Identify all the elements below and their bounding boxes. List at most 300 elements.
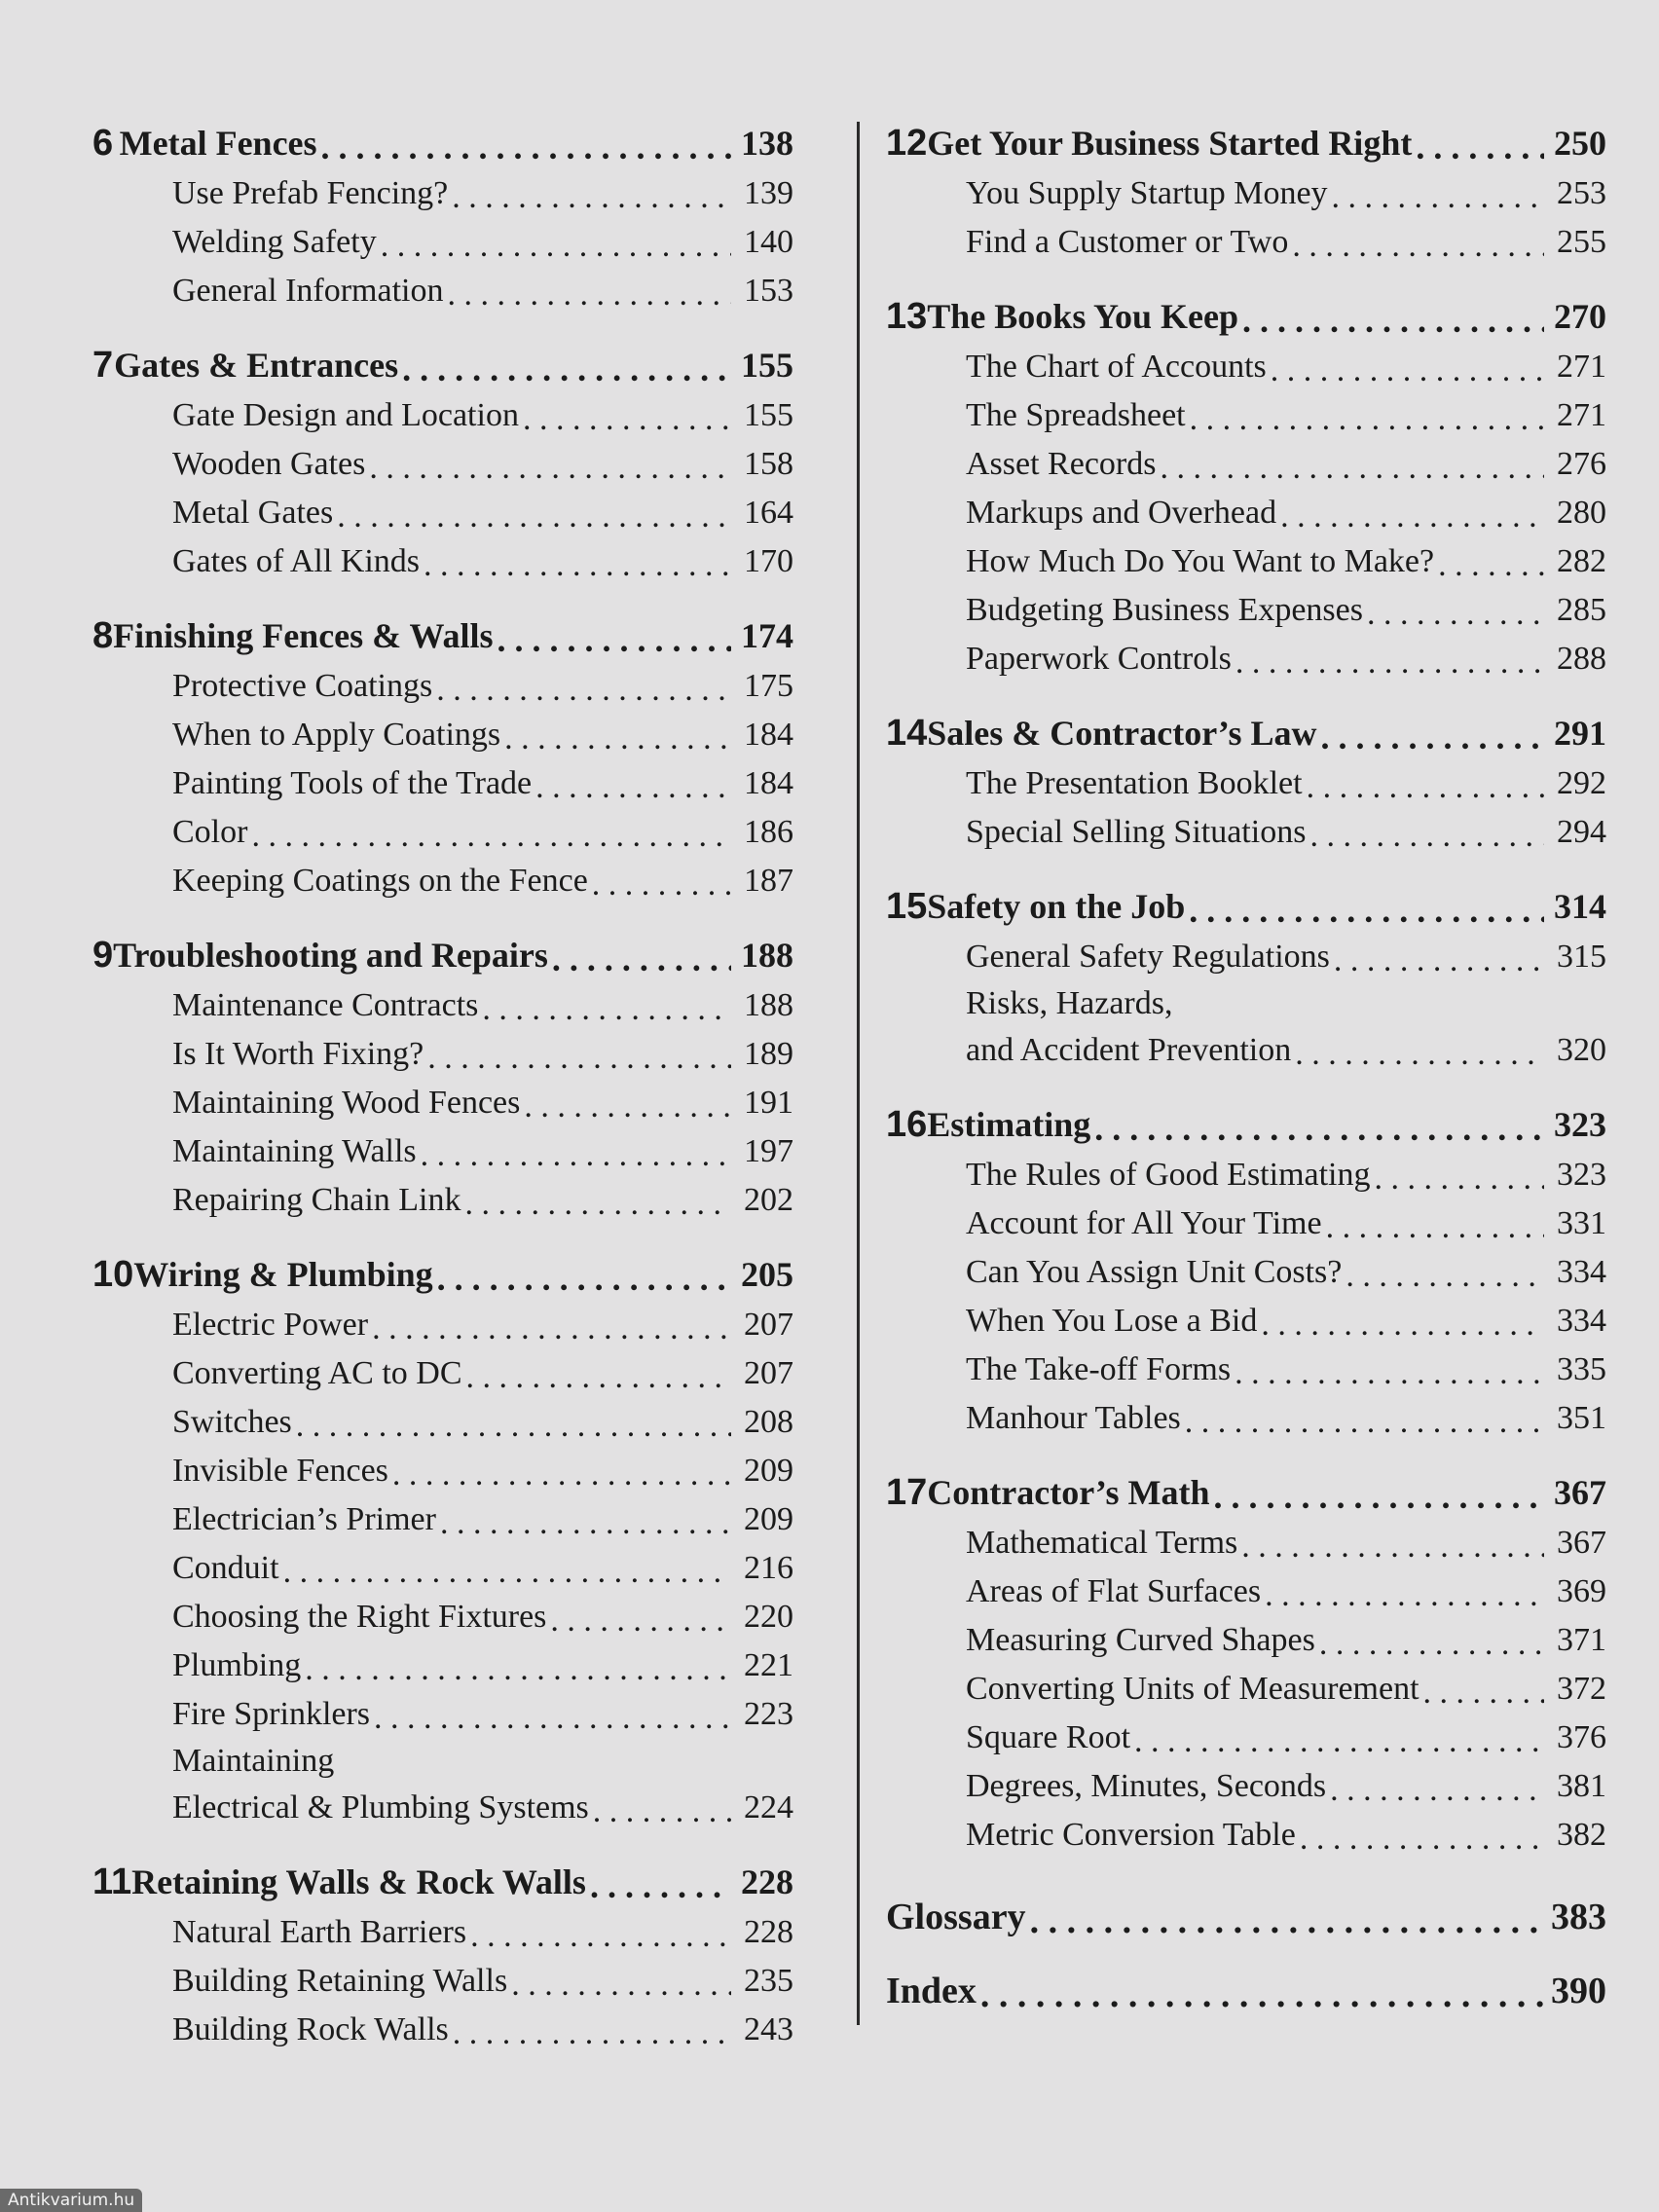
chapter-heading bbox=[886, 880, 1606, 933]
chapter-title: The Books You Keep bbox=[927, 297, 1239, 336]
chapter-title: Estimating bbox=[927, 1105, 1091, 1144]
watermark: Antikvarium.hu bbox=[0, 2189, 142, 2212]
section-page-number: 320 bbox=[1557, 1032, 1606, 1068]
dot-leader bbox=[466, 1359, 731, 1396]
section-title: Asset Records bbox=[966, 446, 1157, 482]
section-page-number: 228 bbox=[744, 1914, 793, 1950]
dot-leader bbox=[1271, 352, 1544, 389]
back-matter-title: Index bbox=[886, 1971, 977, 2011]
dot-leader bbox=[337, 498, 731, 535]
dot-leader bbox=[1321, 717, 1544, 757]
toc-chapter bbox=[92, 609, 793, 905]
section-entry bbox=[886, 440, 1606, 489]
section-entry bbox=[886, 1714, 1606, 1762]
section-title: Conduit bbox=[172, 1550, 279, 1586]
chapter-page-number: 205 bbox=[741, 1255, 793, 1294]
back-matter-entry bbox=[886, 1883, 1606, 1951]
section-page-number: 288 bbox=[1557, 641, 1606, 677]
dot-leader bbox=[470, 1918, 731, 1955]
toc-back-matter bbox=[886, 1883, 1606, 2025]
section-page-number: 367 bbox=[1557, 1525, 1606, 1561]
chapter-heading bbox=[886, 1098, 1606, 1151]
section-page-number: 155 bbox=[744, 397, 793, 433]
section-title: Converting Units of Measurement bbox=[966, 1671, 1419, 1707]
chapter-number: 6 bbox=[92, 122, 114, 164]
section-title: General Safety Regulations bbox=[966, 939, 1330, 975]
section-entry bbox=[886, 1762, 1606, 1811]
section-page-number: 331 bbox=[1557, 1205, 1606, 1241]
section-entry bbox=[92, 267, 793, 315]
back-matter-page-number: 383 bbox=[1551, 1897, 1606, 1937]
section-page-number: 188 bbox=[744, 987, 793, 1023]
section-page-number: 187 bbox=[744, 863, 793, 899]
section-page-number: 184 bbox=[744, 765, 793, 801]
section-title: Risks, Hazards, bbox=[966, 985, 1173, 1021]
dot-leader bbox=[1367, 596, 1544, 633]
section-page-number: 140 bbox=[744, 224, 793, 260]
section-entry bbox=[886, 343, 1606, 391]
chapter-heading bbox=[92, 1856, 793, 1908]
section-entry bbox=[886, 1026, 1606, 1075]
section-entry bbox=[92, 218, 793, 267]
section-entry bbox=[92, 489, 793, 537]
section-title: Use Prefab Fencing? bbox=[172, 175, 449, 211]
section-page-number: 216 bbox=[744, 1550, 793, 1586]
chapter-number: 11 bbox=[92, 1861, 132, 1902]
section-page-number: 371 bbox=[1557, 1622, 1606, 1658]
section-page-number: 221 bbox=[744, 1647, 793, 1683]
chapter-heading bbox=[92, 929, 793, 981]
section-entry bbox=[92, 1447, 793, 1495]
section-title: Welding Safety bbox=[172, 224, 377, 260]
dot-leader bbox=[590, 1865, 731, 1906]
dot-leader bbox=[498, 619, 731, 660]
section-page-number: 243 bbox=[744, 2011, 793, 2047]
section-title: Gate Design and Location bbox=[172, 397, 519, 433]
section-entry bbox=[92, 1784, 793, 1832]
dot-leader bbox=[1265, 1577, 1544, 1614]
section-title: Manhour Tables bbox=[966, 1400, 1181, 1436]
section-title: Plumbing bbox=[172, 1647, 302, 1683]
section-page-number: 376 bbox=[1557, 1719, 1606, 1755]
toc-chapter bbox=[886, 1098, 1606, 1443]
section-page-number: 184 bbox=[744, 717, 793, 753]
section-entry bbox=[886, 1567, 1606, 1616]
chapter-heading bbox=[886, 117, 1606, 169]
section-entry bbox=[92, 1641, 793, 1690]
section-entry bbox=[92, 1176, 793, 1225]
section-page-number: 271 bbox=[1557, 397, 1606, 433]
dot-leader bbox=[523, 401, 731, 438]
section-page-number: 209 bbox=[744, 1453, 793, 1489]
section-title: Converting AC to DC bbox=[172, 1355, 462, 1391]
section-page-number: 207 bbox=[744, 1355, 793, 1391]
back-matter-page-number: 390 bbox=[1551, 1971, 1606, 2011]
section-entry bbox=[886, 933, 1606, 981]
section-title: and Accident Prevention bbox=[966, 1032, 1292, 1068]
chapter-page-number: 314 bbox=[1554, 887, 1606, 926]
section-entry bbox=[92, 759, 793, 808]
section-page-number: 276 bbox=[1557, 446, 1606, 482]
section-title: The Chart of Accounts bbox=[966, 349, 1267, 385]
toc-chapter bbox=[92, 117, 793, 315]
section-entry bbox=[92, 857, 793, 905]
dot-leader bbox=[321, 127, 731, 167]
section-entry bbox=[92, 711, 793, 759]
section-page-number: 323 bbox=[1557, 1157, 1606, 1193]
chapter-title: Wiring & Plumbing bbox=[133, 1255, 433, 1294]
section-entry bbox=[886, 1811, 1606, 1860]
section-title: How Much Do You Want to Make? bbox=[966, 543, 1435, 579]
section-page-number: 208 bbox=[744, 1404, 793, 1440]
chapter-number: 7 bbox=[92, 344, 114, 386]
section-entry bbox=[92, 440, 793, 489]
section-page-number: 202 bbox=[744, 1182, 793, 1218]
dot-leader bbox=[1235, 1355, 1544, 1392]
toc-right-chapters bbox=[886, 117, 1606, 1860]
dot-leader bbox=[1190, 401, 1544, 438]
dot-leader bbox=[1030, 1899, 1544, 1942]
chapter-number: 12 bbox=[886, 122, 928, 164]
dot-leader bbox=[1438, 547, 1544, 584]
section-title: Paperwork Controls bbox=[966, 641, 1232, 677]
section-page-number: 369 bbox=[1557, 1573, 1606, 1609]
section-entry bbox=[886, 586, 1606, 635]
section-title: Areas of Flat Surfaces bbox=[966, 1573, 1262, 1609]
section-title: Repairing Chain Link bbox=[172, 1182, 461, 1218]
section-page-number: 197 bbox=[744, 1133, 793, 1169]
dot-leader bbox=[1134, 1723, 1544, 1760]
back-matter-title: Glossary bbox=[886, 1897, 1026, 1937]
dot-leader bbox=[305, 1651, 731, 1688]
section-page-number: 253 bbox=[1557, 175, 1606, 211]
section-page-number: 382 bbox=[1557, 1817, 1606, 1853]
section-entry bbox=[886, 1151, 1606, 1199]
section-entry bbox=[92, 808, 793, 857]
dot-leader bbox=[374, 1700, 731, 1737]
chapter-heading bbox=[886, 290, 1606, 343]
section-entry bbox=[92, 1079, 793, 1127]
dot-leader bbox=[1307, 769, 1544, 806]
chapter-number: 17 bbox=[886, 1471, 928, 1513]
chapter-page-number: 323 bbox=[1554, 1105, 1606, 1144]
column-divider bbox=[857, 122, 860, 2025]
dot-leader bbox=[535, 769, 731, 806]
section-title: Can You Assign Unit Costs? bbox=[966, 1254, 1343, 1290]
section-page-number: 175 bbox=[744, 668, 793, 704]
section-page-number: 189 bbox=[744, 1036, 793, 1072]
toc-chapter bbox=[886, 880, 1606, 1075]
chapter-number: 10 bbox=[92, 1253, 134, 1295]
section-page-number: 285 bbox=[1557, 592, 1606, 628]
dot-leader bbox=[448, 276, 732, 313]
section-title: Invisible Fences bbox=[172, 1453, 388, 1489]
section-page-number: 271 bbox=[1557, 349, 1606, 385]
section-title: Electrician’s Primer bbox=[172, 1501, 436, 1537]
section-page-number: 186 bbox=[744, 814, 793, 850]
dot-leader bbox=[1330, 1772, 1544, 1809]
section-entry bbox=[92, 662, 793, 711]
section-title: Maintaining bbox=[172, 1743, 335, 1779]
back-matter-entry bbox=[886, 1957, 1606, 2025]
section-page-number: 294 bbox=[1557, 814, 1606, 850]
section-entry bbox=[886, 169, 1606, 218]
section-title: Is It Worth Fixing? bbox=[172, 1036, 424, 1072]
chapter-title: Gates & Entrances bbox=[114, 346, 399, 385]
section-title: When to Apply Coatings bbox=[172, 717, 501, 753]
section-title: Account for All Your Time bbox=[966, 1205, 1322, 1241]
chapter-heading bbox=[886, 1466, 1606, 1519]
dot-leader bbox=[504, 720, 731, 757]
section-title: Building Retaining Walls bbox=[172, 1963, 508, 1999]
section-title: Electric Power bbox=[172, 1307, 369, 1343]
chapter-page-number: 228 bbox=[741, 1862, 793, 1901]
section-page-number: 153 bbox=[744, 273, 793, 309]
section-title: The Spreadsheet bbox=[966, 397, 1186, 433]
section-entry bbox=[92, 981, 793, 1030]
dot-leader bbox=[296, 1408, 731, 1445]
section-entry bbox=[886, 1199, 1606, 1248]
chapter-number: 14 bbox=[886, 712, 928, 754]
chapter-number: 15 bbox=[886, 885, 928, 927]
section-title: Electrical & Plumbing Systems bbox=[172, 1789, 589, 1825]
dot-leader bbox=[392, 1456, 731, 1493]
dot-leader bbox=[1280, 498, 1544, 535]
section-title: Metric Conversion Table bbox=[966, 1817, 1296, 1853]
section-entry bbox=[92, 1398, 793, 1447]
chapter-heading bbox=[92, 339, 793, 391]
section-entry bbox=[92, 1349, 793, 1398]
section-page-number: 351 bbox=[1557, 1400, 1606, 1436]
dot-leader bbox=[1423, 1675, 1544, 1712]
section-page-number: 224 bbox=[744, 1789, 793, 1825]
dot-leader bbox=[372, 1310, 731, 1347]
section-title: Special Selling Situations bbox=[966, 814, 1307, 850]
section-page-number: 164 bbox=[744, 495, 793, 531]
section-entry bbox=[92, 1690, 793, 1739]
section-page-number: 139 bbox=[744, 175, 793, 211]
chapter-title: Troubleshooting and Repairs bbox=[113, 936, 548, 975]
section-entry bbox=[886, 759, 1606, 808]
section-page-number: 292 bbox=[1557, 765, 1606, 801]
chapter-number: 9 bbox=[92, 934, 114, 976]
section-page-number: 220 bbox=[744, 1599, 793, 1635]
section-page-number: 223 bbox=[744, 1696, 793, 1732]
section-title: Mathematical Terms bbox=[966, 1525, 1238, 1561]
section-page-number: 335 bbox=[1557, 1351, 1606, 1387]
toc-chapter bbox=[886, 707, 1606, 857]
section-title: Gates of All Kinds bbox=[172, 543, 421, 579]
section-entry bbox=[886, 1248, 1606, 1297]
section-entry bbox=[886, 1616, 1606, 1665]
dot-leader bbox=[1332, 179, 1544, 216]
chapter-page-number: 174 bbox=[741, 616, 793, 655]
section-title: Fire Sprinklers bbox=[172, 1696, 371, 1732]
section-page-number: 280 bbox=[1557, 495, 1606, 531]
section-entry bbox=[886, 218, 1606, 267]
chapter-title: Safety on the Job bbox=[927, 887, 1186, 926]
chapter-title: Contractor’s Math bbox=[927, 1473, 1210, 1512]
section-entry bbox=[92, 1030, 793, 1079]
section-title: Color bbox=[172, 814, 248, 850]
dot-leader bbox=[1189, 890, 1544, 931]
toc-chapter bbox=[886, 290, 1606, 683]
section-entry bbox=[886, 1394, 1606, 1443]
section-page-number: 207 bbox=[744, 1307, 793, 1343]
section-entry bbox=[92, 1301, 793, 1349]
dot-leader bbox=[1241, 1529, 1544, 1566]
section-title: Switches bbox=[172, 1404, 292, 1440]
toc-chapter bbox=[92, 339, 793, 586]
toc-chapter bbox=[92, 1248, 793, 1832]
section-entry bbox=[886, 537, 1606, 586]
toc-left-column bbox=[92, 117, 793, 2078]
section-page-number: 282 bbox=[1557, 543, 1606, 579]
section-title: The Rules of Good Estimating bbox=[966, 1157, 1371, 1193]
section-entry bbox=[92, 1127, 793, 1176]
section-entry bbox=[886, 635, 1606, 683]
dot-leader bbox=[427, 1040, 731, 1077]
section-page-number: 334 bbox=[1557, 1303, 1606, 1339]
section-page-number: 235 bbox=[744, 1963, 793, 1999]
section-title: Find a Customer or Two bbox=[966, 224, 1289, 260]
chapter-heading bbox=[92, 117, 793, 169]
dot-leader bbox=[980, 1973, 1544, 2016]
toc-chapter bbox=[886, 117, 1606, 267]
section-page-number: 209 bbox=[744, 1501, 793, 1537]
dot-leader bbox=[1326, 1209, 1544, 1246]
dot-leader bbox=[1309, 818, 1544, 855]
section-entry bbox=[92, 2006, 793, 2054]
section-page-number: 191 bbox=[744, 1085, 793, 1121]
dot-leader bbox=[1160, 450, 1544, 487]
section-entry bbox=[886, 1297, 1606, 1346]
dot-leader bbox=[452, 179, 731, 216]
toc-chapter bbox=[886, 1466, 1606, 1860]
section-entry bbox=[92, 1957, 793, 2006]
dot-leader bbox=[1416, 127, 1544, 167]
dot-leader bbox=[1300, 1821, 1544, 1858]
section-title: Square Root bbox=[966, 1719, 1131, 1755]
dot-leader bbox=[381, 228, 731, 265]
dot-leader bbox=[524, 1088, 731, 1125]
section-title: Keeping Coatings on the Fence bbox=[172, 863, 588, 899]
dot-leader bbox=[1295, 1036, 1544, 1073]
dot-leader bbox=[592, 866, 731, 903]
section-title: You Supply Startup Money bbox=[966, 175, 1328, 211]
chapter-page-number: 155 bbox=[741, 346, 793, 385]
toc-chapter bbox=[92, 929, 793, 1225]
section-entry bbox=[886, 1665, 1606, 1714]
chapter-title: Retaining Walls & Rock Walls bbox=[131, 1862, 586, 1901]
section-title: Natural Earth Barriers bbox=[172, 1914, 467, 1950]
chapter-number: 16 bbox=[886, 1103, 928, 1145]
section-title: Measuring Curved Shapes bbox=[966, 1622, 1315, 1658]
chapter-title: Finishing Fences & Walls bbox=[113, 616, 494, 655]
dot-leader bbox=[424, 547, 731, 584]
section-title: Maintaining Walls bbox=[172, 1133, 417, 1169]
dot-leader bbox=[1235, 645, 1544, 682]
chapter-page-number: 188 bbox=[741, 936, 793, 975]
section-page-number: 372 bbox=[1557, 1671, 1606, 1707]
section-entry bbox=[92, 1495, 793, 1544]
chapter-number: 13 bbox=[886, 295, 928, 337]
section-title: The Take-off Forms bbox=[966, 1351, 1232, 1387]
dot-leader bbox=[1346, 1258, 1544, 1295]
dot-leader bbox=[402, 349, 731, 389]
section-page-number: 334 bbox=[1557, 1254, 1606, 1290]
chapter-title: Metal Fences bbox=[119, 124, 317, 163]
dot-leader bbox=[251, 818, 731, 855]
chapter-page-number: 250 bbox=[1554, 124, 1606, 163]
chapter-page-number: 270 bbox=[1554, 297, 1606, 336]
section-entry bbox=[886, 489, 1606, 537]
dot-leader bbox=[593, 1793, 731, 1830]
chapter-heading bbox=[92, 609, 793, 662]
section-entry bbox=[92, 537, 793, 586]
chapter-title: Get Your Business Started Right bbox=[927, 124, 1413, 163]
chapter-title: Sales & Contractor’s Law bbox=[927, 714, 1317, 753]
section-entry bbox=[92, 1908, 793, 1957]
section-title: When You Lose a Bid bbox=[966, 1303, 1258, 1339]
chapter-page-number: 291 bbox=[1554, 714, 1606, 753]
section-entry bbox=[92, 1544, 793, 1593]
dot-leader bbox=[1214, 1476, 1544, 1517]
dot-leader bbox=[421, 1137, 731, 1174]
dot-leader bbox=[1375, 1161, 1544, 1198]
section-title: Protective Coatings bbox=[172, 668, 433, 704]
section-title: Metal Gates bbox=[172, 495, 334, 531]
section-page-number: 381 bbox=[1557, 1768, 1606, 1804]
dot-leader bbox=[453, 2015, 731, 2052]
dot-leader bbox=[1319, 1626, 1544, 1663]
section-title: Markups and Overhead bbox=[966, 495, 1277, 531]
dot-leader bbox=[1292, 228, 1544, 265]
dot-leader bbox=[1094, 1108, 1544, 1149]
section-title: Budgeting Business Expenses bbox=[966, 592, 1363, 628]
section-page-number: 255 bbox=[1557, 224, 1606, 260]
toc-chapter bbox=[92, 1856, 793, 2054]
dot-leader bbox=[283, 1554, 731, 1591]
section-title: The Presentation Booklet bbox=[966, 765, 1303, 801]
section-title: Painting Tools of the Trade bbox=[172, 765, 533, 801]
dot-leader bbox=[465, 1186, 731, 1223]
section-entry bbox=[886, 1519, 1606, 1567]
dot-leader bbox=[437, 1258, 731, 1299]
chapter-page-number: 367 bbox=[1554, 1473, 1606, 1512]
section-title: Maintenance Contracts bbox=[172, 987, 479, 1023]
section-title: Degrees, Minutes, Seconds bbox=[966, 1768, 1327, 1804]
dot-leader bbox=[1261, 1307, 1544, 1344]
dot-leader bbox=[511, 1967, 731, 2004]
section-entry bbox=[886, 1346, 1606, 1394]
toc-right-column bbox=[886, 117, 1606, 2025]
section-entry bbox=[92, 1593, 793, 1641]
section-entry bbox=[92, 169, 793, 218]
chapter-heading bbox=[886, 707, 1606, 759]
section-title: Choosing the Right Fixtures bbox=[172, 1599, 547, 1635]
section-title: Maintaining Wood Fences bbox=[172, 1085, 521, 1121]
dot-leader bbox=[436, 672, 731, 709]
section-entry bbox=[886, 391, 1606, 440]
chapter-heading bbox=[92, 1248, 793, 1301]
dot-leader bbox=[1185, 1404, 1544, 1441]
section-title: General Information bbox=[172, 273, 444, 309]
section-entry bbox=[886, 981, 1606, 1026]
section-entry bbox=[92, 391, 793, 440]
dot-leader bbox=[550, 1603, 731, 1640]
section-page-number: 170 bbox=[744, 543, 793, 579]
